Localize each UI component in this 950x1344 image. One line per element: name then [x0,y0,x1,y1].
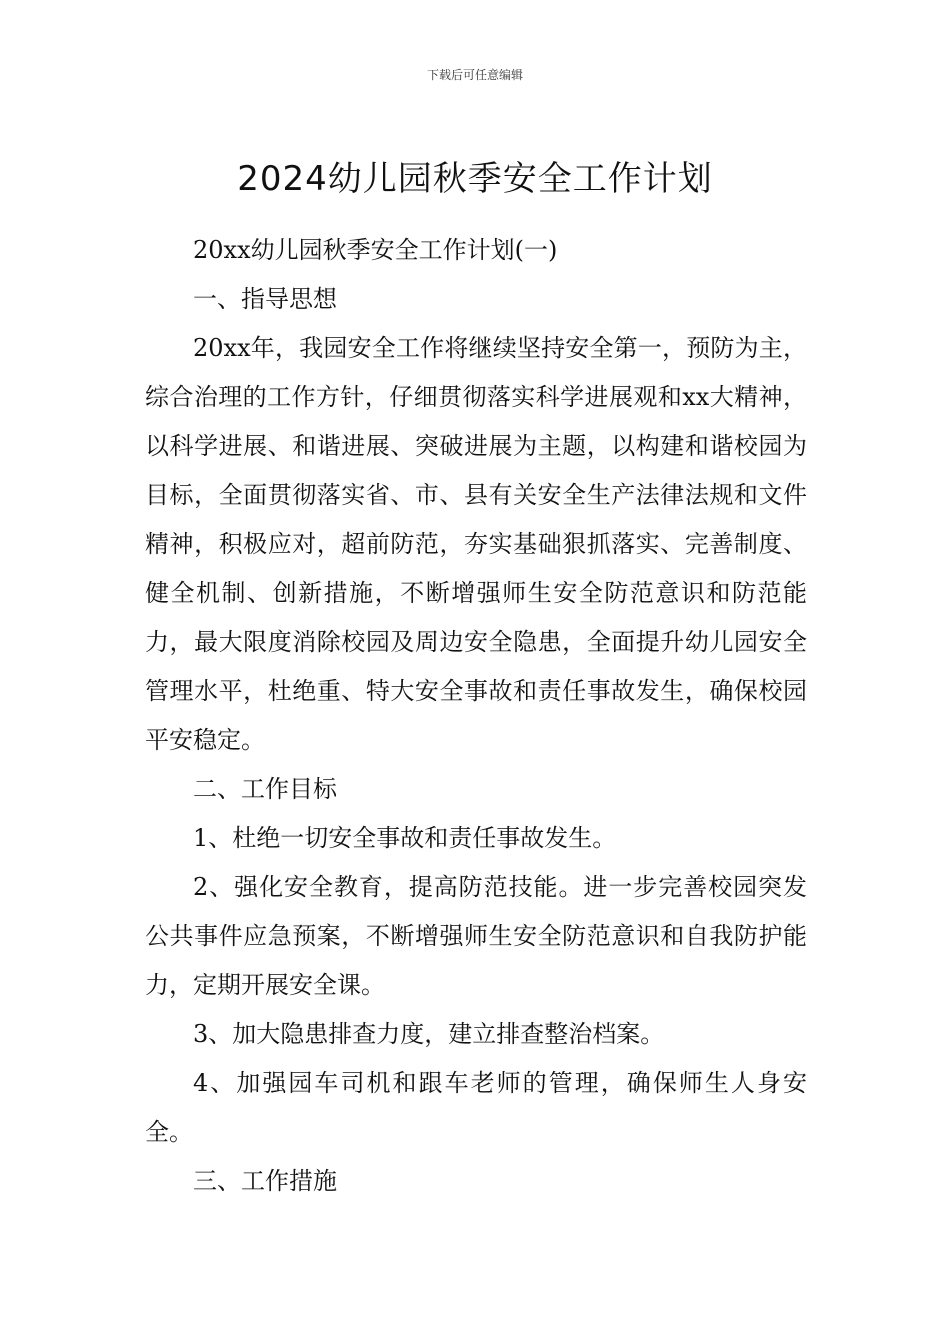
goal-item-4: 4、加强园车司机和跟车老师的管理，确保师生人身安全。 [145,1069,807,1146]
heading-guiding-ideology: 一、指导思想 [193,285,337,313]
heading-work-measures: 三、工作措施 [193,1167,337,1195]
header-note: 下载后可任意编辑 [426,68,523,82]
paragraph-guiding-ideology: 20xx年，我园安全工作将继续坚持安全第一，预防为主，综合治理的工作方针，仔细贯彻落实科学进展观和xx大精神，以科学进展、和谐进展、突破进展为主题，以构建和谐校园为目标，全面贯彻落实省、市、县有关安全生产法律法规和文件精神，积极应对，超前防范，夯实基础狠抓落实、完善制度、健全机制、创新措施，不断增强师生安全防范意识和防范能力，最大限度消除校园及周边安全隐患，全面提升幼儿园安全管理水平，杜绝重、特大安全事故和责任事故发生，确保校园平安稳定。 [145,334,807,754]
goal-item-1: 1、杜绝一切安全事故和责任事故发生。 [193,824,617,852]
goal-item-2: 2、强化安全教育，提高防范技能。进一步完善校园突发公共事件应急预案，不断增强师生安全防范意识和自我防护能力，定期开展安全课。 [145,873,807,999]
document-title: 2024幼儿园秋季安全工作计划 [237,158,713,199]
section-subtitle: 20xx幼儿园秋季安全工作计划(一) [193,236,558,264]
goal-item-3: 3、加大隐患排查力度，建立排查整治档案。 [193,1020,665,1048]
document-body [145,226,807,1206]
heading-work-goals: 二、工作目标 [193,775,337,803]
